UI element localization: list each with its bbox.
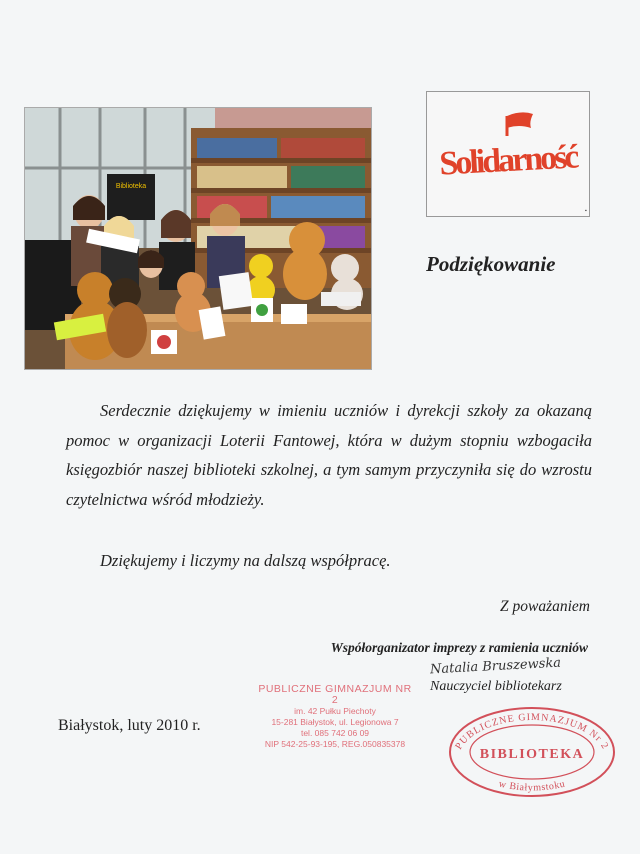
svg-text:▪: ▪: [585, 208, 587, 214]
place-and-date: Białystok, luty 2010 r.: [58, 717, 201, 734]
library-stamp-graphic: [446, 702, 618, 800]
svg-text:w Białymstoku: [498, 779, 567, 794]
stamp-line-address: 15-281 Białystok, ul. Legionowa 7: [271, 717, 399, 727]
regards-line: Z poważaniem: [500, 598, 590, 615]
stamp-bottom-text: w Białymstoku: [497, 778, 567, 794]
photo-sign-text: Biblioteka: [115, 183, 147, 190]
logo-flag: [507, 112, 533, 128]
solidarnosc-logo-box: [426, 91, 590, 217]
thank-you-paragraph: Serdecznie dziękujemy w imieniu uczniów i dyrekcji szkoły za okazaną pomoc w organizacji Loterii Fantowej, która w dużym stopniu wzbogaciła księgozbiór naszej biblioteki szkolnej, a tym samym przyczyniła się do wzrostu czytelnictwa wśród młodzieży.: [66, 401, 592, 509]
library-photo-illustration: [25, 108, 371, 369]
stamp-line-phone: tel. 085 742 06 09: [300, 728, 370, 738]
organizer-line: Współorganizator imprezy z ramienia uczniów: [330, 640, 588, 655]
stamp-line-nip: NIP 542-25-93-195, REG.050835378: [264, 739, 406, 749]
solidarnosc-logo: [427, 92, 589, 216]
svg-text:PUBLICZNE GIMNAZJUM Nr 2: [453, 712, 610, 752]
librarian-title: Nauczyciel bibliotekarz: [430, 679, 562, 694]
closing-line: Dziękujemy i liczymy na dalszą współpracę.: [100, 551, 391, 570]
library-photo: [24, 107, 372, 370]
stamp-line-school: PUBLICZNE GIMNAZJUM NR 2: [258, 683, 412, 706]
handwritten-signature: Natalia Bruszewska: [429, 655, 562, 678]
stamp-line-patron: im. 42 Pułku Piechoty: [294, 706, 376, 716]
page-title: Podziękowanie: [426, 252, 556, 276]
logo-wordmark: Solidarność: [438, 138, 578, 183]
school-address-stamp: [254, 684, 416, 750]
stamp-center-text: BIBLIOTEKA: [479, 747, 585, 762]
library-oval-stamp: [446, 702, 618, 800]
stamp-outer-text: PUBLICZNE GIMNAZJUM Nr 2: [453, 711, 611, 752]
